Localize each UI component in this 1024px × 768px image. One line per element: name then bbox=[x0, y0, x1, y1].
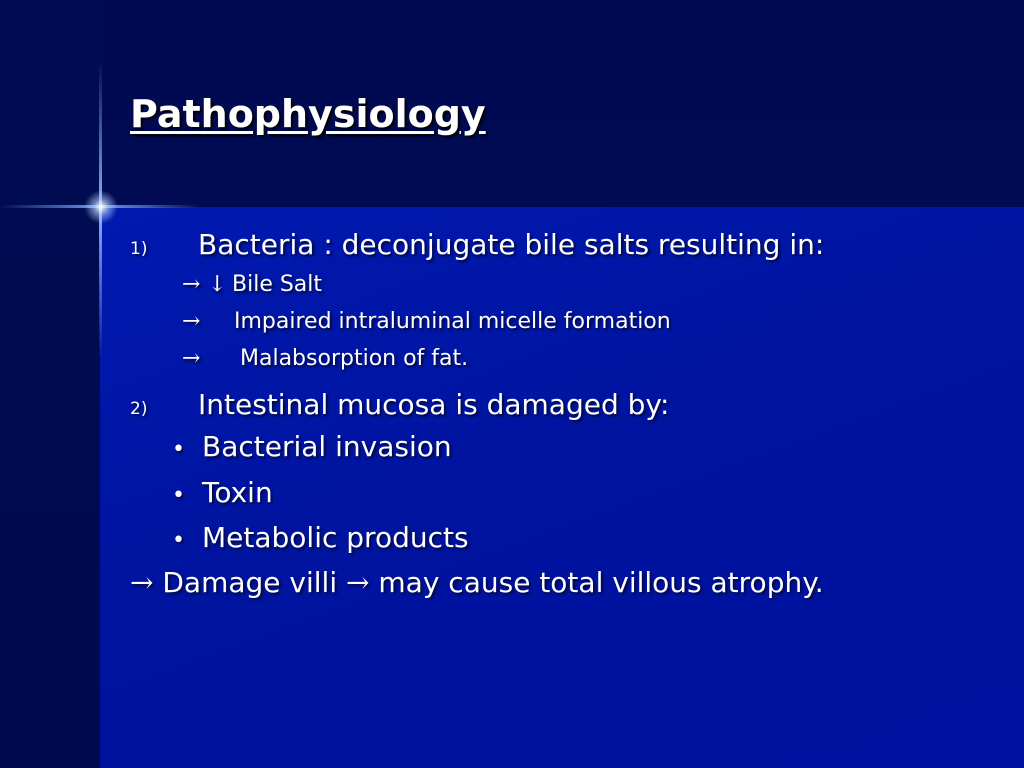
right-arrow-icon: → bbox=[346, 566, 370, 599]
conclusion-line bbox=[130, 566, 824, 599]
effect-text: Impaired intraluminal micelle formation bbox=[234, 309, 671, 334]
list-number: 1) bbox=[130, 239, 148, 259]
list-item-1 bbox=[130, 228, 824, 261]
bullet-icon: • bbox=[172, 483, 185, 508]
bullet-item-1 bbox=[172, 430, 452, 463]
bullet-text: Toxin bbox=[202, 476, 273, 509]
effect-item-3 bbox=[182, 346, 468, 371]
list-item-text: Bacteria : deconjugate bile salts resulting in: bbox=[198, 228, 825, 261]
list-item-text: Intestinal mucosa is damaged by: bbox=[198, 388, 670, 421]
down-arrow-icon: ↓ bbox=[208, 272, 227, 297]
list-number: 2) bbox=[130, 399, 148, 419]
background-left-panel bbox=[0, 0, 100, 768]
effect-item-2 bbox=[182, 309, 671, 334]
bullet-item-3 bbox=[172, 521, 469, 554]
right-arrow-icon: → bbox=[182, 309, 201, 334]
flare-star-icon bbox=[84, 190, 118, 224]
bullet-item-2 bbox=[172, 476, 273, 509]
bullet-icon: • bbox=[172, 437, 185, 462]
conclusion-part-1: Damage villi bbox=[162, 566, 338, 599]
bullet-icon: • bbox=[172, 528, 185, 553]
bullet-text: Metabolic products bbox=[202, 521, 469, 554]
right-arrow-icon: → bbox=[130, 566, 154, 599]
list-item-2 bbox=[130, 388, 669, 421]
conclusion-part-2: may cause total villous atrophy. bbox=[378, 566, 824, 599]
right-arrow-icon: → bbox=[182, 346, 201, 371]
page-title: Pathophysiology bbox=[130, 92, 486, 136]
right-arrow-icon: → bbox=[182, 272, 201, 297]
effect-text: Bile Salt bbox=[232, 272, 323, 297]
effect-text: Malabsorption of fat. bbox=[240, 346, 469, 371]
bullet-text: Bacterial invasion bbox=[202, 430, 452, 463]
effect-item-1 bbox=[182, 272, 322, 297]
